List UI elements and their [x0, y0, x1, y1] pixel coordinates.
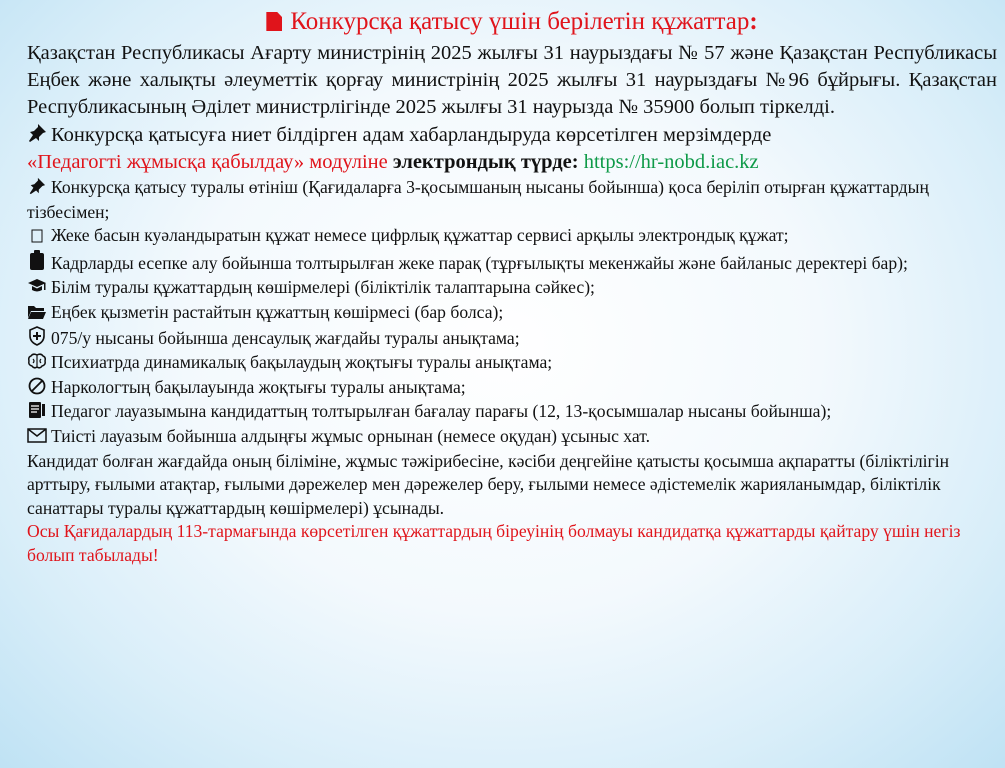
list-item-text: Еңбек қызметін растайтын құжаттың көшірмесі (бар болса); [51, 301, 504, 322]
list-item-text: Наркологтың бақылауында жоқтығы туралы анықтама; [51, 376, 466, 397]
submission-text: Конкурсқа қатысуға ниет білдірген адам хабарландыруда көрсетілген мерзімдерде [51, 124, 772, 146]
brain-icon [27, 352, 47, 376]
title-colon: : [749, 8, 758, 35]
list-item [27, 351, 997, 376]
send-letter-icon [27, 426, 47, 450]
module-name: «Педагогті жұмысқа қабылдау» модуліне [27, 151, 388, 173]
list-item-text: Педагог лауазымына кандидаттың толтырылған бағалау парағы (12, 13-қосымшалар нысаны бойынша); [51, 401, 832, 422]
list-item-text: Кадрларды есепке алу бойынша толтырылған жеке парақ (тұрғылықты мекенжайы және байланыс деректері бар); [51, 252, 908, 273]
list-item [27, 425, 997, 450]
list-item [27, 224, 997, 249]
list-item-text: 075/у нысаны бойынша денсаулық жағдайы туралы анықтама; [51, 327, 520, 348]
additional-info-paragraph: Кандидат болған жағдайда оның біліміне, жұмыс тәжірибесіне, кәсіби деңгейіне қатысты қосымша ақпаратты (біліктілігін арттыру, ғылыми атақтар, ғылыми дәрежелер мен дәрежелер беру, ғылыми немесе әдістемелік жарияланымдар, біліктілік санаттары туралы құжаттардың көшірмелері) ұсынады. [27, 450, 950, 518]
submission-line [27, 121, 997, 149]
list-item [27, 249, 997, 277]
list-item-text: Тиісті лауазым бойынша алдыңғы жұмыс орнынан (немесе оқудан) ұсыныс хат. [51, 425, 650, 446]
document-icon [266, 12, 282, 31]
list-item [27, 301, 997, 326]
list-item [27, 400, 997, 425]
list-item-text: Психиатрда динамикалық бақылаудың жоқтығы туралы анықтама; [51, 352, 553, 373]
title-text: Конкурсқа қатысу үшін берілетін құжаттар [290, 8, 750, 35]
list-item-text: Білім туралы құжаттардың көшірмелері (біліктілік талаптарына сәйкес); [51, 277, 595, 298]
submission-line-2 [27, 149, 997, 176]
intro-paragraph: Қазақстан Республикасы Ағарту министрінің 2025 жылғы 31 наурыздағы № 57 және Қазақстан Республикасы Еңбек және халықты әлеуметтік қорғау министрінің 2025 жылғы 31 наурыздағы №96 бұйрығы. Қазақстан Республикасының Әділет министрлігінде 2025 жылғы 31 наурызда № 35900 болып тіркелді. [27, 42, 997, 118]
prohibited-icon [27, 377, 47, 401]
submission-mode: электрондық түрде: [392, 151, 579, 173]
warning-paragraph: Осы Қағидалардың 113-тармағында көрсетілген құжаттардың біреуінің болмауы кандидатқа құжаттарды қайтару үшін негіз болып табылады! [27, 521, 961, 565]
list-item [27, 326, 997, 352]
list-item [27, 176, 997, 224]
list-item-text: Конкурсқа қатысу туралы өтініш (Қағидаларға 3-қосымшаның нысаны бойынша) қоса беріліп отырған құжаттардың тізбесімен; [27, 177, 929, 222]
placeholder-box-icon [27, 225, 47, 249]
pushpin-icon [27, 121, 47, 148]
folder-open-icon [27, 302, 47, 326]
list-item [27, 376, 997, 401]
form-icon [27, 401, 47, 425]
medical-shield-icon [27, 326, 47, 352]
graduation-cap-icon [27, 277, 47, 301]
list-item-text: Жеке басын куәландыратын құжат немесе цифрлық құжаттар сервисі арқылы электрондық құжат; [51, 225, 789, 246]
documents-list [27, 176, 997, 450]
page-title [27, 6, 997, 38]
clipboard-icon [27, 249, 47, 277]
hr-nobd-link[interactable]: https://hr-nobd.iac.kz [583, 151, 759, 173]
pushpin-icon [27, 177, 47, 201]
list-item [27, 276, 997, 301]
